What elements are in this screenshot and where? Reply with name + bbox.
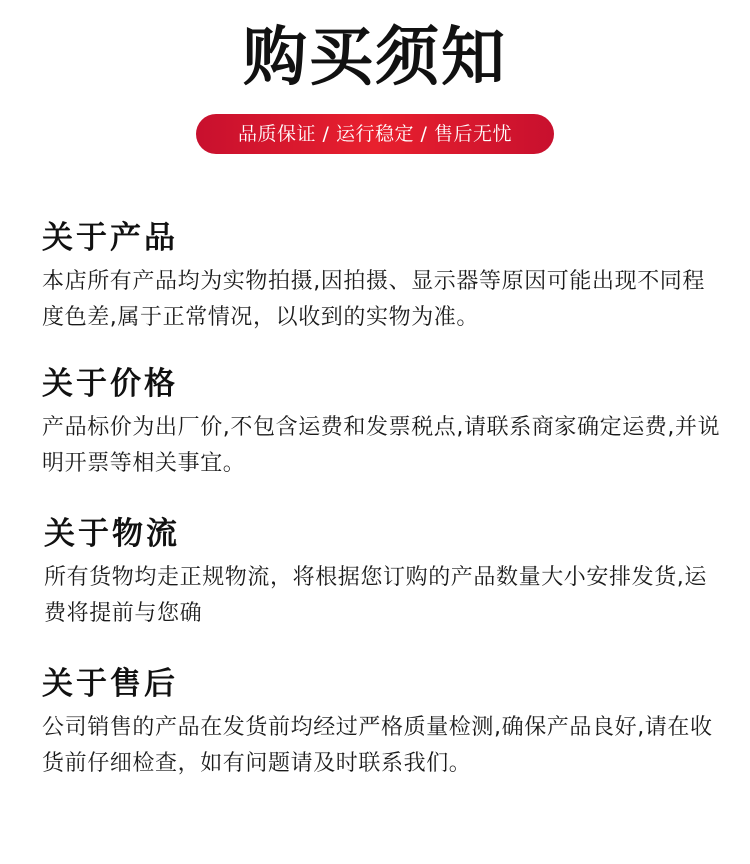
section-heading-aftersale: 关于售后 <box>42 666 178 702</box>
section-logistics <box>44 514 724 632</box>
section-body-aftersale: 公司销售的产品在发货前均经过严格质量检测,确保产品良好,请在收货前仔细检查，如有问题请及时联系我们。 <box>42 715 713 776</box>
section-body-price: 产品标价为出厂价,不包含运费和发票税点,请联系商家确定运费,并说明开票等相关事宜。 <box>42 415 721 476</box>
section-heading-logistics: 关于物流 <box>44 516 180 552</box>
section-body-logistics: 所有货物均走正规物流，将根据您订购的产品数量大小安排发货,运费将提前与您确 <box>44 565 707 626</box>
page-title: 购买须知 <box>243 21 507 95</box>
section-heading-product: 关于产品 <box>42 220 178 256</box>
section-aftersale <box>42 664 722 782</box>
section-product <box>42 218 722 336</box>
section-heading-price: 关于价格 <box>42 366 178 402</box>
section-body-product: 本店所有产品均为实物拍摄,因拍摄、显示器等原因可能出现不同程度色差,属于正常情况，以收到的实物为准。 <box>42 269 705 330</box>
tagline-badge: 品质保证 / 运行稳定 / 售后无忧 <box>196 114 554 154</box>
section-price <box>42 364 722 482</box>
